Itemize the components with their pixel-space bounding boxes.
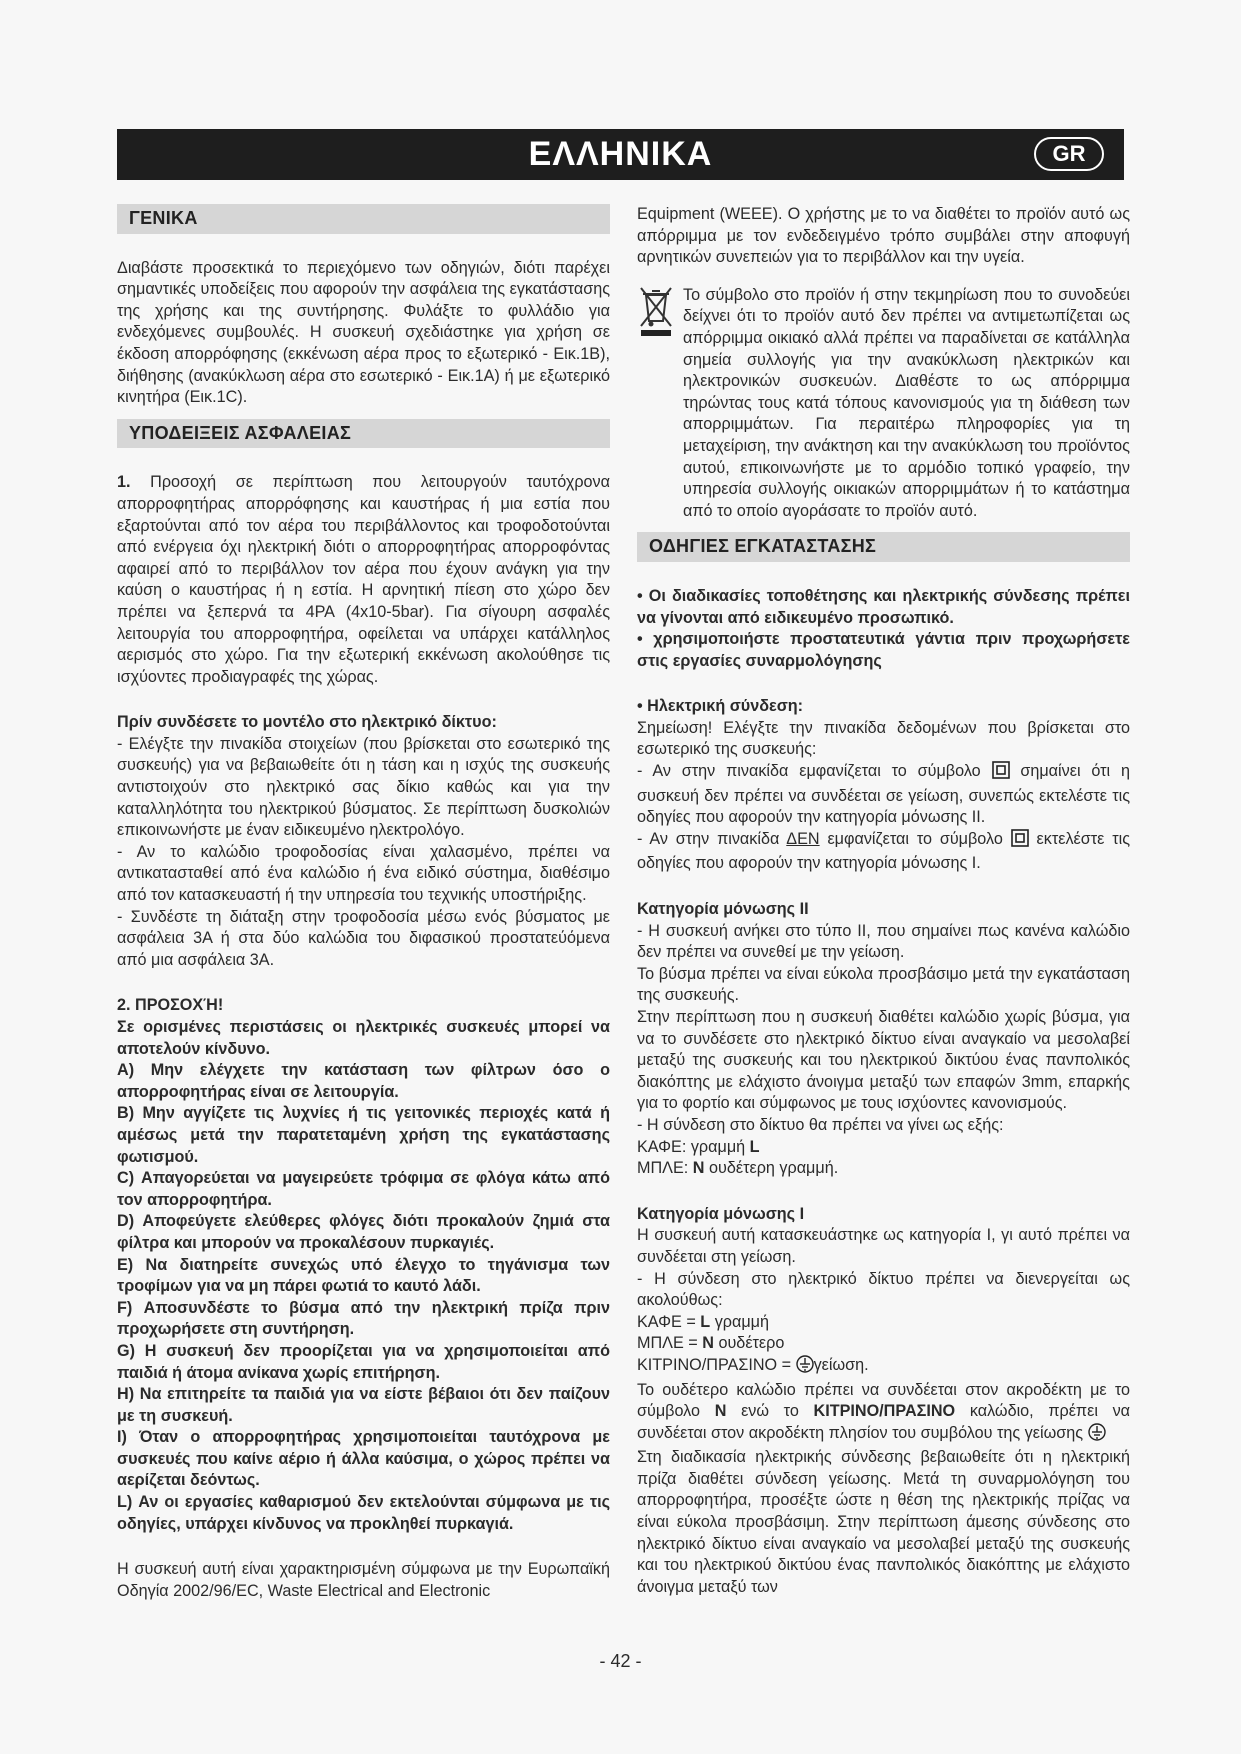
class1-title: Κατηγορία μόνωσης I [637, 1204, 805, 1223]
class2-paragraph-1: - Η συσκευή ανήκει στο τύπο II, που σημαίνει πως κανένα καλώδιο δεν πρέπει να συνεθεί με την γείωση. [637, 921, 1130, 962]
weee-block [637, 285, 1130, 523]
warning-g: G) Η συσκευή δεν προορίζεται για να χρησιμοποιείται από παιδιά ή άτομα ανίκανα χωρίς επιτήρηση. [117, 1341, 610, 1382]
warning-title: 2. ΠΡΟΣΟΧΉ! [117, 996, 224, 1015]
right-column [637, 204, 1130, 1598]
warning-intro: Σε ορισμένες περιστάσεις οι ηλεκτρικές συσκευές μπορεί να αποτελούν κίνδυνο. [117, 1018, 610, 1058]
warning-d: D) Αποφεύγετε ελεύθερες φλόγες διότι προκαλούν ζημιά στα φίλτρα και μπορούν να προκαλέσουν πυρκαγιές. [117, 1212, 610, 1252]
class2-paragraph-2: Το βύσμα πρέπει να είναι εύκολα προσβάσιμο μετά την εγκατάσταση της συσκευής. [637, 964, 1130, 1005]
warning-h: H) Να επιτηρείτε τα παιδιά για να είστε βέβαιοι ότι δεν παίζουν με τη συσκευή. [117, 1385, 610, 1425]
warning-e: E) Να διατηρείτε συνεχώς υπό έλεγχο το τηγάνισμα των τροφίμων για να μη πάρει φωτιά το καυτό λάδι. [117, 1255, 610, 1296]
warning-b: B) Μην αγγίζετε τις λυχνίες ή τις γειτονικές περιοχές κατά ή αμέσως μετά την παρατεταμένη χρήση της εγκατάστασης φωτισμού. [117, 1104, 610, 1166]
warning-f: F) Αποσυνδέστε το βύσμα από την ηλεκτρική πρίζα πριν προχωρήσετε στη συντήρηση. [117, 1298, 610, 1339]
page-number: - 42 - [599, 1651, 642, 1671]
page-title: ΕΛΛΗΝΙΚΑ [528, 135, 713, 173]
class2-blue-wire: ΜΠΛΕ: N ουδέτερη γραμμή. [637, 1159, 839, 1178]
weee-directive-paragraph: Η συσκευή αυτή είναι χαρακτηρισμένη σύμφωνα με την Ευρωπαϊκή Οδηγία 2002/96/EC, Waste Electrical and Electronic [117, 1560, 610, 1600]
earth-ground-icon [1088, 1423, 1106, 1448]
warning-l: L) Αν οι εργασίες καθαρισμού δεν εκτελούνται σύμφωνα με τις οδηγίες, υπάρχει κίνδυνος να προκληθεί πυρκαγιά. [117, 1493, 610, 1533]
class2-brown-wire: ΚΑΦΕ: γραμμή L [637, 1137, 760, 1156]
class2-title: Κατηγορία μόνωσης II [637, 900, 809, 919]
weee-directive-continued: Equipment (WEEE). Ο χρήστης με το να διαθέτει το προϊόν αυτό ως απόρριμμα με τον ενδεδειγμένο τρόπο συμβάλει στην αποφυγή αρνητικών συνεπειών για το περιβάλλον και την υγεία. [637, 205, 1130, 267]
double-square-icon [992, 761, 1010, 786]
warning-i: I) Όταν ο απορροφητήρας χρησιμοποιείται ταυτόχρονα με συσκευές που καίνε αέριο ή άλλα καύσιμα, ο χώρος πρέπει να αερίζεται δεόντως. [117, 1428, 610, 1490]
page-header [117, 129, 1124, 180]
connection-paragraph-2: - Αν το καλώδιο τροφοδοσίας είναι χαλασμένο, πρέπει να αντικατασταθεί από ένα καλώδιο ή ένα ειδικό σύστημα, διαθέσιμο από τον κατασκευαστή ή την υπηρεσία του τεχνικής υποστήριξης. [117, 842, 610, 905]
section-title-general: ΓΕΝΙΚΑ [117, 204, 610, 234]
class1-paragraph-4: Στη διαδικασία ηλεκτρικής σύνδεσης βεβαιωθείτε ότι η ηλεκτρική πρίζα διαθέτει σύνδεση γείωσης. Μετά τη συναρμολόγηση του απορροφητήρα, προσέξτε ώστε η θέση της ηλεκτρικής πρίζας να είναι εύκολα προσβάσιμη. Στην περίπτωση άμεσης σύνδεσης στο ηλεκτρικό δίκτυο είναι αναγκαίο να μεσολαβεί μεταξύ της συσκευής και του ηλεκτρικού δικτύου ένας πανπολικός διακόπτης με ελάχιστο άνοιγμα μεταξύ των [637, 1448, 1130, 1596]
class2-paragraph-4: - Η σύνδεση στο δίκτυο θα πρέπει να γίνει ως εξής: [637, 1115, 1004, 1134]
warning-c: C) Απαγορεύεται να μαγειρεύετε τρόφιμα σε φλόγα κάτω από τον απορροφητήρα. [117, 1169, 610, 1209]
earth-ground-icon [796, 1355, 814, 1380]
left-column [117, 204, 610, 1602]
section-title-safety: ΥΠΟΔΕΙΞΕΙΣ ΑΣΦΑΛΕΙΑΣ [117, 419, 610, 449]
language-badge: GR [1034, 137, 1104, 171]
bullet-gloves: • χρησιμοποιήστε προστατευτικά γάντια πριν προχωρήσετε στις εργασίες συναρμολόγησης [637, 630, 1130, 670]
class1-earth-wire: ΚΙΤΡΙΝΟ/ΠΡΑΣΙΝΟ = γείωση. [637, 1355, 1130, 1380]
connection-paragraph-3: - Συνδέστε τη διάταξη στην τροφοδοσία μέσω ενός βύσματος με ασφάλεια 3A ή στα δύο καλώδια του διφασικού προστατεύόμενα από μια ασφάλεια 3A. [117, 907, 610, 969]
class1-paragraph-2: - Η σύνδεση στο ηλεκτρικό δίκτυο πρέπει να διενεργείται ως ακολούθως: [637, 1269, 1130, 1310]
connection-paragraph-1: - Ελέγξτε την πινακίδα στοιχείων (που βρίσκεται στο εσωτερικό της συσκευής) για να βεβαιωθείτε ότι η τάση και η ισχύς της συσκευής αντιστοιχούν στο ηλεκτρικό σας δίκιο καθώς και για την καταλληλότητα του ηλεκτρικού βύσματος. Σε περίπτωση δυσκολιών επικοινωνήστε με έναν ειδικευμένο ηλεκτρολόγο. [117, 734, 610, 840]
class1-brown-wire: ΚΑΦΕ = L γραμμή [637, 1312, 770, 1331]
class1-paragraph-1: Η συσκευή αυτή κατασκευάστηκε ως κατηγορία I, γι αυτό πρέπει να συνδέεται στη γείωση. [637, 1226, 1130, 1266]
warning-a: A) Μην ελέγχετε την κατάσταση των φίλτρων όσο ο απορροφητήρας είναι σε λειτουργία. [117, 1061, 610, 1101]
safety-item-1: 1. Προσοχή σε περίπτωση που λειτουργούν ταυτόχρονα απορροφητήρας απορρόφησης και καυστήρας ή μια εστία που εξαρτούνται από τον αέρα του περιβάλλοντος και τροφοδοτούνται από ενέργεια όχι ηλεκτρική διότι ο απορροφητήρας απορροφόντας αφαιρεί από το περιβάλλον τον αέρα που έχουν ανάγκη για την καύση ο καυστήρας ή η εστία. Η αρνητική πίεση στο χώρο δεν πρέπει να ξεπερνά τα 4PA (4x10-5bar). Για σίγουρη ασφαλές λειτουργία του απορροφητήρα, οφείλεται να υπάρχει κατάλληλος αερισμός στο χώρο. Για την εξωτερική εκκένωση ακολούθησε τις ισχύοντες προδιαγραφές της χώρας. [117, 473, 611, 686]
bullet-electrical-connection: • Ηλεκτρική σύνδεση: [637, 697, 804, 716]
section-title-installation: ΟΔΗΓΙΕΣ ΕΓΚΑΤΑΣΤΑΣΗΣ [637, 532, 1130, 562]
class1-paragraph-3: Το ουδέτερο καλώδιο πρέπει να συνδέεται στον ακροδέκτη με το σύμβολο N ενώ το ΚΙΤΡΙΝΟ/ΠΡΑΣΙΝΟ καλώδιο, πρέπει να συνδέεται στον ακροδέκτη πλησίον του συμβόλου της γείωσης [637, 1380, 1130, 1448]
note-class2-line: - Αν στην πινακίδα εμφανίζεται το σύμβολο σημαίνει ότι η συσκευή δεν πρέπει να συνδέεται σε γείωση, συνεπώς εκτελέστε τις οδηγίες που αφορούν την κατηγορία μόνωσης II. [637, 762, 1130, 827]
general-paragraph: Διαβάστε προσεκτικά το περιεχόμενο των οδηγιών, διότι παρέχει σημαντικές υποδείξεις που αφορούν την ασφάλεια της εγκατάστασης της χρήσης και της συντήρησης. Φυλάξτε το φυλλάδιο για ενδεχόμενες συμβουλές. Η συσκευή σχεδιάστηκε για χρήση σε έκδοση απορρόφησης (εκκένωση αέρα προς το εξωτερικό - Εικ.1B), διήθησης (ανακύκλωση αέρα στο εσωτερικό - Εικ.1A) ή με εξωτερικό κινητήρα (Εικ.1C). [117, 258, 610, 407]
class2-paragraph-3: Στην περίπτωση που η συσκευή διαθέτει καλώδιο χωρίς βύσμα, για να το συνδέσετε στο ηλεκτρικό δίκτυο είναι αναγκαίο να μεσολαβεί μεταξύ της συσκευής και του ηλεκτρικού δικτύου ένας πανπολικός διακόπτης με ελάχιστο άνοιγμα μεταξύ των επαφών 3mm, επαρκής για το φορτίο και σύμφωνος με τους ισχύοντες κανονισμούς. [637, 1008, 1130, 1113]
note-class1-line: - Αν στην πινακίδα ΔΕΝ εμφανίζεται το σύμβολο εκτελέστε τις οδηγίες που αφορούν την κατηγορία μόνωσης I. [637, 829, 1131, 873]
connection-heading: Πρίν συνδέσετε το μοντέλο στο ηλεκτρικό δίκτυο: [117, 713, 497, 732]
bullet-qualified-personnel: • Οι διαδικασίες τοποθέτησης και ηλεκτρικής σύνδεσης πρέπει να γίνονται από ειδικευμένο προσωπικό. [637, 586, 1130, 627]
class1-blue-wire: ΜΠΛΕ = N ουδέτερο [637, 1334, 785, 1353]
note-paragraph: Σημείωση! Ελέγξτε την πινακίδα δεδομένων που βρίσκεται στο εσωτερικό της συσκευής: [637, 718, 1130, 759]
crossed-bin-icon [637, 285, 675, 523]
double-square-icon [1011, 829, 1029, 854]
weee-paragraph: Το σύμβολο στο προϊόν ή στην τεκμηρίωση που το συνοδεύει δείχνει ότι το προϊόν αυτό δεν πρέπει να αντιμετωπίζεται ως απόρριμμα οικιακό αλλά πρέπει να παραδίνεται σε κατάλληλα σημεία συλλογής για την ανακύκλωση ηλεκτρικών και ηλεκτρονικών συσκευών. Διαθέστε το ως απόρριμμα τηρώντας τους κατά τόπους κανονισμούς για τη διάθεση των απορριμμάτων. Για περαιτέρω πληροφορίες για τη μεταχείριση, την ανάκτηση και την ανακύκλωση του προϊόντος αυτού, επικοινωνήστε με το αρμόδιο τοπικό γραφείο, την υπηρεσία συλλογής οικιακών απορριμμάτων ή το κατάστημα από το οποίο αγοράσατε το προϊόν αυτό. [683, 285, 1130, 520]
